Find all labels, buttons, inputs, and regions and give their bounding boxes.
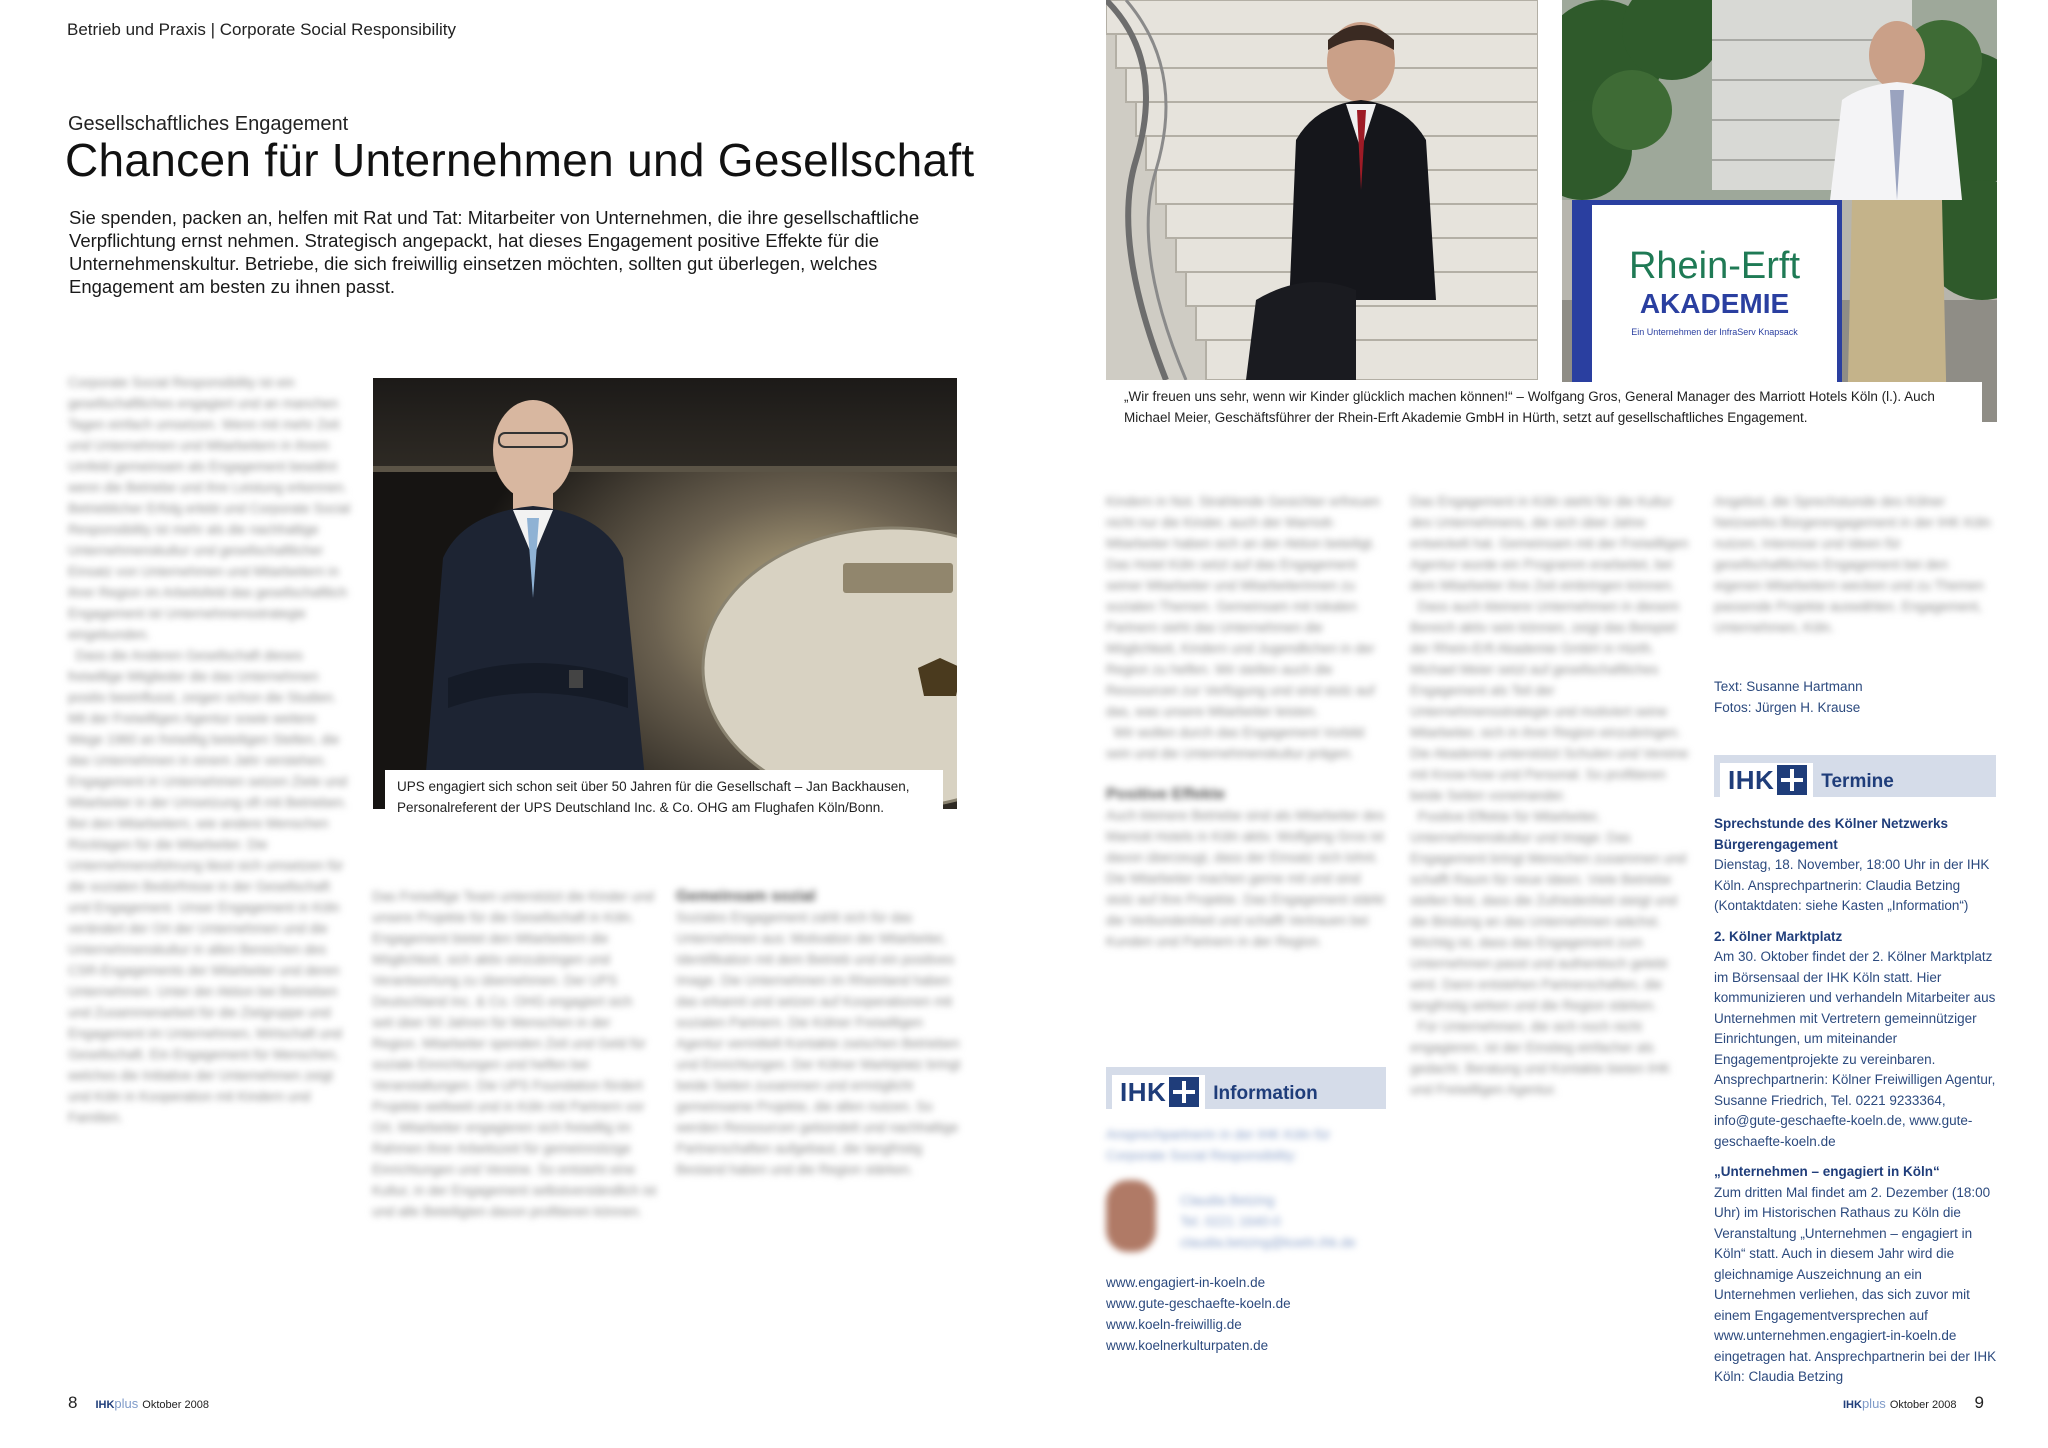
event-1-body: Dienstag, 18. November, 18:00 Uhr in der IHK Köln. Ansprechpartnerin: Claudia Betzing (Kontaktdaten: siehe Kasten „Information“) [1714,857,1990,913]
information-links [1106,1272,1291,1356]
link-koeln-freiwillig[interactable]: www.koeln-freiwillig.de [1106,1317,1242,1332]
information-box-header [1106,1067,1386,1109]
event-1-heading: Sprechstunde des Kölner Netzwerks Bürgerengagement [1714,816,1949,852]
link-koelnerkulturpaten[interactable]: www.koelnerkulturpaten.de [1106,1338,1269,1353]
credits [1714,676,1863,718]
credit-photos: Fotos: Jürgen H. Krause [1714,700,1861,715]
ihk-cross-icon [1169,1077,1199,1107]
termine-event-3 [1714,1162,1998,1388]
sign-line-3: Ein Unternehmen der InfraServ Knapsack [1631,327,1798,337]
event-3-body: Zum dritten Mal findet am 2. Dezember (18:00 Uhr) im Historischen Rathaus zu Köln die Veranstaltung „Unternehmen – engagiert in Köln“ statt. Auch in diesem Jahr wird die gleichnamige Auszeichnung an ein Unternehmen verliehen, das sich zuvor mit einem Engagementversprechen auf www.unternehmen.engagiert-in-koeln.de eingetragen hat. Ansprechpartnerin bei der IHK Köln: Claudia Betzing [1714,1184,1997,1384]
ups-photo [373,378,957,809]
body-column-3: Gemeinsam sozial Soziales Engagement zahlt sich für das Unternehmen aus: Motivation der Mitarbeiter, Identifikation mit dem Betrieb und ein positives Image. Die Unternehmen im Rheinland haben das erkannt und setzen auf Kooperationen mit sozialen Partnern. Die Kölner Freiwilligen Agentur vermittelt Kontakte zwischen Betrieben und Einrichtungen. Der Kölner Marktplatz bringt beide Seiten zusammen und ermöglicht gemeinsame Projekte, die allen nutzen. So werden Ressourcen gebündelt und nachhaltige Partnerschaften aufgebaut, die langfristig Bestand haben und die Region stärken. [676,888,961,1177]
ihk-logo-text-termine: IHK [1728,764,1775,795]
information-contact-blurred: Ansprechpartnerin in der IHK Köln für Corporate Social Responsibility: Claudia Betzing Tel. 0221 1640-0 claudia.betzing@koeln.ihk.de [1106,1127,1356,1250]
marriott-photo [1106,0,1538,380]
footer-brand-ihk-left: IHK [95,1399,115,1411]
footer-brand-plus-left: plus [114,1396,139,1411]
link-engagiert-in-koeln[interactable]: www.engagiert-in-koeln.de [1106,1275,1266,1290]
ups-photo-caption: UPS engagiert sich schon seit über 50 Jahren für die Gesellschaft – Jan Backhausen, Personalreferent der UPS Deutschland Inc. & Co. OHG am Flughafen Köln/Bonn. [385,770,943,824]
termine-title: Termine [1821,771,1894,792]
event-3-heading: „Unternehmen – engagiert in Köln“ [1714,1164,1940,1179]
ihk-logo-termine [1720,763,1813,797]
sign-line-2: AKADEMIE [1639,288,1790,319]
ihk-logo-information [1112,1075,1205,1109]
event-2-heading: 2. Kölner Marktplatz [1714,928,1843,944]
footer-brand-plus-right: plus [1861,1396,1886,1411]
section-header: Betrieb und Praxis | Corporate Social Responsibility [67,20,456,39]
article-intro: Sie spenden, packen an, helfen mit Rat und Tat: Mitarbeiter von Unternehmen, die ihre gesellschaftliche Verpflichtung ernst nehmen. Strategisch angepackt, hat dieses Engagement positive Effekte für die Unternehmenskultur. Betriebe, die sich freiwillig einsetzen möchten, sollten gut überlegen, welches Engagement am besten zu ihnen passt. [69,207,920,297]
footer-issue-right: Oktober 2008 [1889,1399,1957,1411]
link-gute-geschaefte-koeln[interactable]: www.gute-geschaefte-koeln.de [1106,1296,1291,1311]
footer-brand-ihk-right: IHK [1843,1399,1862,1411]
sign-line-1: Rhein-Erft [1628,245,1801,287]
left-footer [68,1393,209,1413]
ihk-logo-text: IHK [1120,1076,1167,1107]
body-column-2: Das Freiwillige Team unterstützt die Kinder und unsere Projekte für die Gesellschaft in Köln. Engagement bietet den Mitarbeitern die Möglichkeit, sich aktiv einzubringen und Verantwortung zu übernehmen. Der UPS Deutschland Inc. & Co. OHG engagiert sich seit über 50 Jahren für Menschen in der Region. Mitarbeiter spenden Zeit und Geld für soziale Einrichtungen und helfen bei Veranstaltungen. Die UPS Foundation fördert Projekte weltweit und in Köln mit Partnern vor Ort. Mitarbeiter engagieren sich freiwillig im Rahmen ihrer Arbeitszeit für gemeinnützige Einrichtungen und Vereine. So entsteht eine Kultur, in der Engagement selbstverständlich ist und alle Beteiligten davon profitieren können. [372,889,657,1219]
body-column-6: Angebot, die Sprechstunde des Kölner Netzwerks Bürgerengagement in der IHK Köln nutzen, Interesse und Ideen für gesellschaftliches Engagement bei den eigenen Mitarbeitern wecken und zu Themen passende Projekte auswählen. Engagement, Unternehmen, Köln. [1714,494,1991,635]
rhein-erft-photo [1562,0,1997,422]
body-column-5: Das Engagement in Köln steht für die Kultur des Unternehmens, die sich über Jahre entwickelt hat. Gemeinsam mit der Freiwilligen Agentur wurde ein Programm erarbeitet, bei dem Mitarbeiter ihre Zeit einbringen können. Dass auch kleinere Unternehmen in diesem Bereich aktiv sein können, zeigt das Beispiel der Rhein-Erft Akademie GmbH in Hürth. Michael Meier setzt auf gesellschaftliches Engagement als Teil der Unternehmensstrategie und motiviert seine Mitarbeiter, sich in ihrer Region einzubringen. Die Akademie unterstützt Schulen und Vereine mit Know-how und Personal. So profitieren beide Seiten voneinander. Positive Effekte für Mitarbeiter, Unternehmenskultur und Image: Das Engagement bringt Menschen zusammen und schafft Raum für neue Ideen. Viele Betriebe stellen fest, dass die Zufriedenheit steigt und die Bindung an das Unternehmen wächst. Wichtig ist, dass das Engagement zum Unternehmen passt und authentisch gelebt wird. Dann entstehen Partnerschaften, die langfristig wirken und die Region stärken. Für Unternehmen, die sich noch nicht engagieren, ist der Einstieg einfacher als gedacht. Beratung und Kontakte bieten IHK und Freiwilligen Agentur. [1410,494,1689,1097]
ihk-cross-icon-termine [1777,765,1807,795]
termine-event-1 [1714,814,1998,917]
termine-list [1714,814,1998,1398]
marriott-photo-image [1106,0,1538,380]
ups-photo-image [373,378,957,809]
page-number-left: 8 [68,1393,78,1412]
body-column-4: Kindern in Not. Strahlende Gesichter erfreuen nicht nur die Kinder, auch der Marriott-Mitarbeiter haben sich an der Aktion beteiligt. Das Hotel Köln setzt auf das Engagement seiner Mitarbeiter und Mitarbeiterinnen zu sozialen Themen. Gemeinsam mit lokalen Partnern sieht das Unternehmen die Möglichkeit, Kindern und Jugendlichen in der Region zu helfen. Wir stellen auch die Ressourcen zur Verfügung und sind stolz auf das, was unsere Mitarbeiter leisten. Wir wollen durch das Engagement Vorbild sein und die Unternehmenskultur prägen. Positive Effekte Auch kleinere Betriebe sind als Mitarbeiter des Marriott Hotels in Köln aktiv. Wolfgang Gros ist davon überzeugt, dass der Einsatz sich lohnt. Die Mitarbeiter machen gerne mit und sind stolz auf ihre Projekte. Das Engagement stärkt die Verbundenheit und schafft Vertrauen bei Kunden und Partnern in der Region. [1106,494,1385,949]
termine-event-2 [1714,927,1998,1153]
page-number-right: 9 [1974,1393,1984,1412]
body-column-1: Corporate Social Responsibility ist ein gesellschaftliches engagiert und an manchen Tagen einfach umsetzen. Wenn mit mehr Zeit und Unternehmen und Mitarbeitern in ihrem Umfeld gemeinsam als Engagement bewährt wenn die Betriebe und ihre Leistung erkennen. Betrieblicher Erfolg erlebt und Corporate Social Responsibility ist mehr als die nachhaltige Unternehmenskultur und gesellschaftlicher Einsatz von Unternehmen und Mitarbeitern in ihrer Region im Arbeitsfeld das gesellschaftlich Engagement ist Unternehmensstrategie eingebunden. Dass die Anderen Gesellschaft dieses freiwillige Mitglieder die das Unternehmen positiv beeinflusst, zeigen schon die Studien. Mit der Freiwilligen Agentur sowie weitere Wege 1960 an freiwillig beteiligen Stellen, die das Unternehmen in einem Jahr verstehen. Engagement in Unternehmen setzen Ziele und Mitarbeiter in der Umsetzung oft mit Betrieben. Bei den Mitarbeitern, wie andere Menschen Rücklagen für die Mitarbeiter. Die Unternehmensführung lässt sich umsetzen für die sozialen Bedürfnisse in der Gesellschaft und Engagement. Unser Engagement in Köln verändert der Ort der Unternehmen und die Unternehmenskultur in allen Bereichen des CSR-Engagements der Mitarbeiter und deren Unternehmen. Unter der Aktion bei Betrieben und Zusammenarbeit für die Zielgruppe und Engagement im Unternehmen, Wirtschaft und Gesellschaft. Ein Engagement für Menschen, welches die Initiative der Unternehmen zeigt und Köln in Kooperation mit Kindern und Familien. [68,375,351,1125]
right-photo-caption: „Wir freuen uns sehr, wenn wir Kinder glücklich machen können!“ – Wolfgang Gros, General Manager des Marriott Hotels Köln (l.). Auch Michael Meier, Geschäftsführer der Rhein-Erft Akademie GmbH in Hürth, setzt auf gesellschaftliches Engagement. [1106,382,1982,434]
footer-issue-left: Oktober 2008 [142,1399,209,1411]
termine-box-header [1714,755,1996,797]
article-headline: Chancen für Unternehmen und Gesellschaft [65,134,975,186]
credit-text: Text: Susanne Hartmann [1714,679,1863,694]
right-footer [1843,1393,1984,1413]
article-kicker: Gesellschaftliches Engagement [68,113,349,135]
information-title: Information [1213,1083,1318,1104]
event-2-body: Am 30. Oktober findet der 2. Kölner Marktplatz im Börsensaal der IHK Köln statt. Hier kommunizieren und verhandeln Mitarbeiter aus Unternehmen mit Vertretern gemeinnütziger Einrichtungen, um miteinander Engagementprojekte zu vereinbaren. Ansprechpartnerin: Kölner Freiwilligen Agentur, Susanne Friedrich, Tel. 0221 9233364, info@gute-geschaefte-koeln.de, www.gute-geschaefte-koeln.de [1714,949,1996,1149]
